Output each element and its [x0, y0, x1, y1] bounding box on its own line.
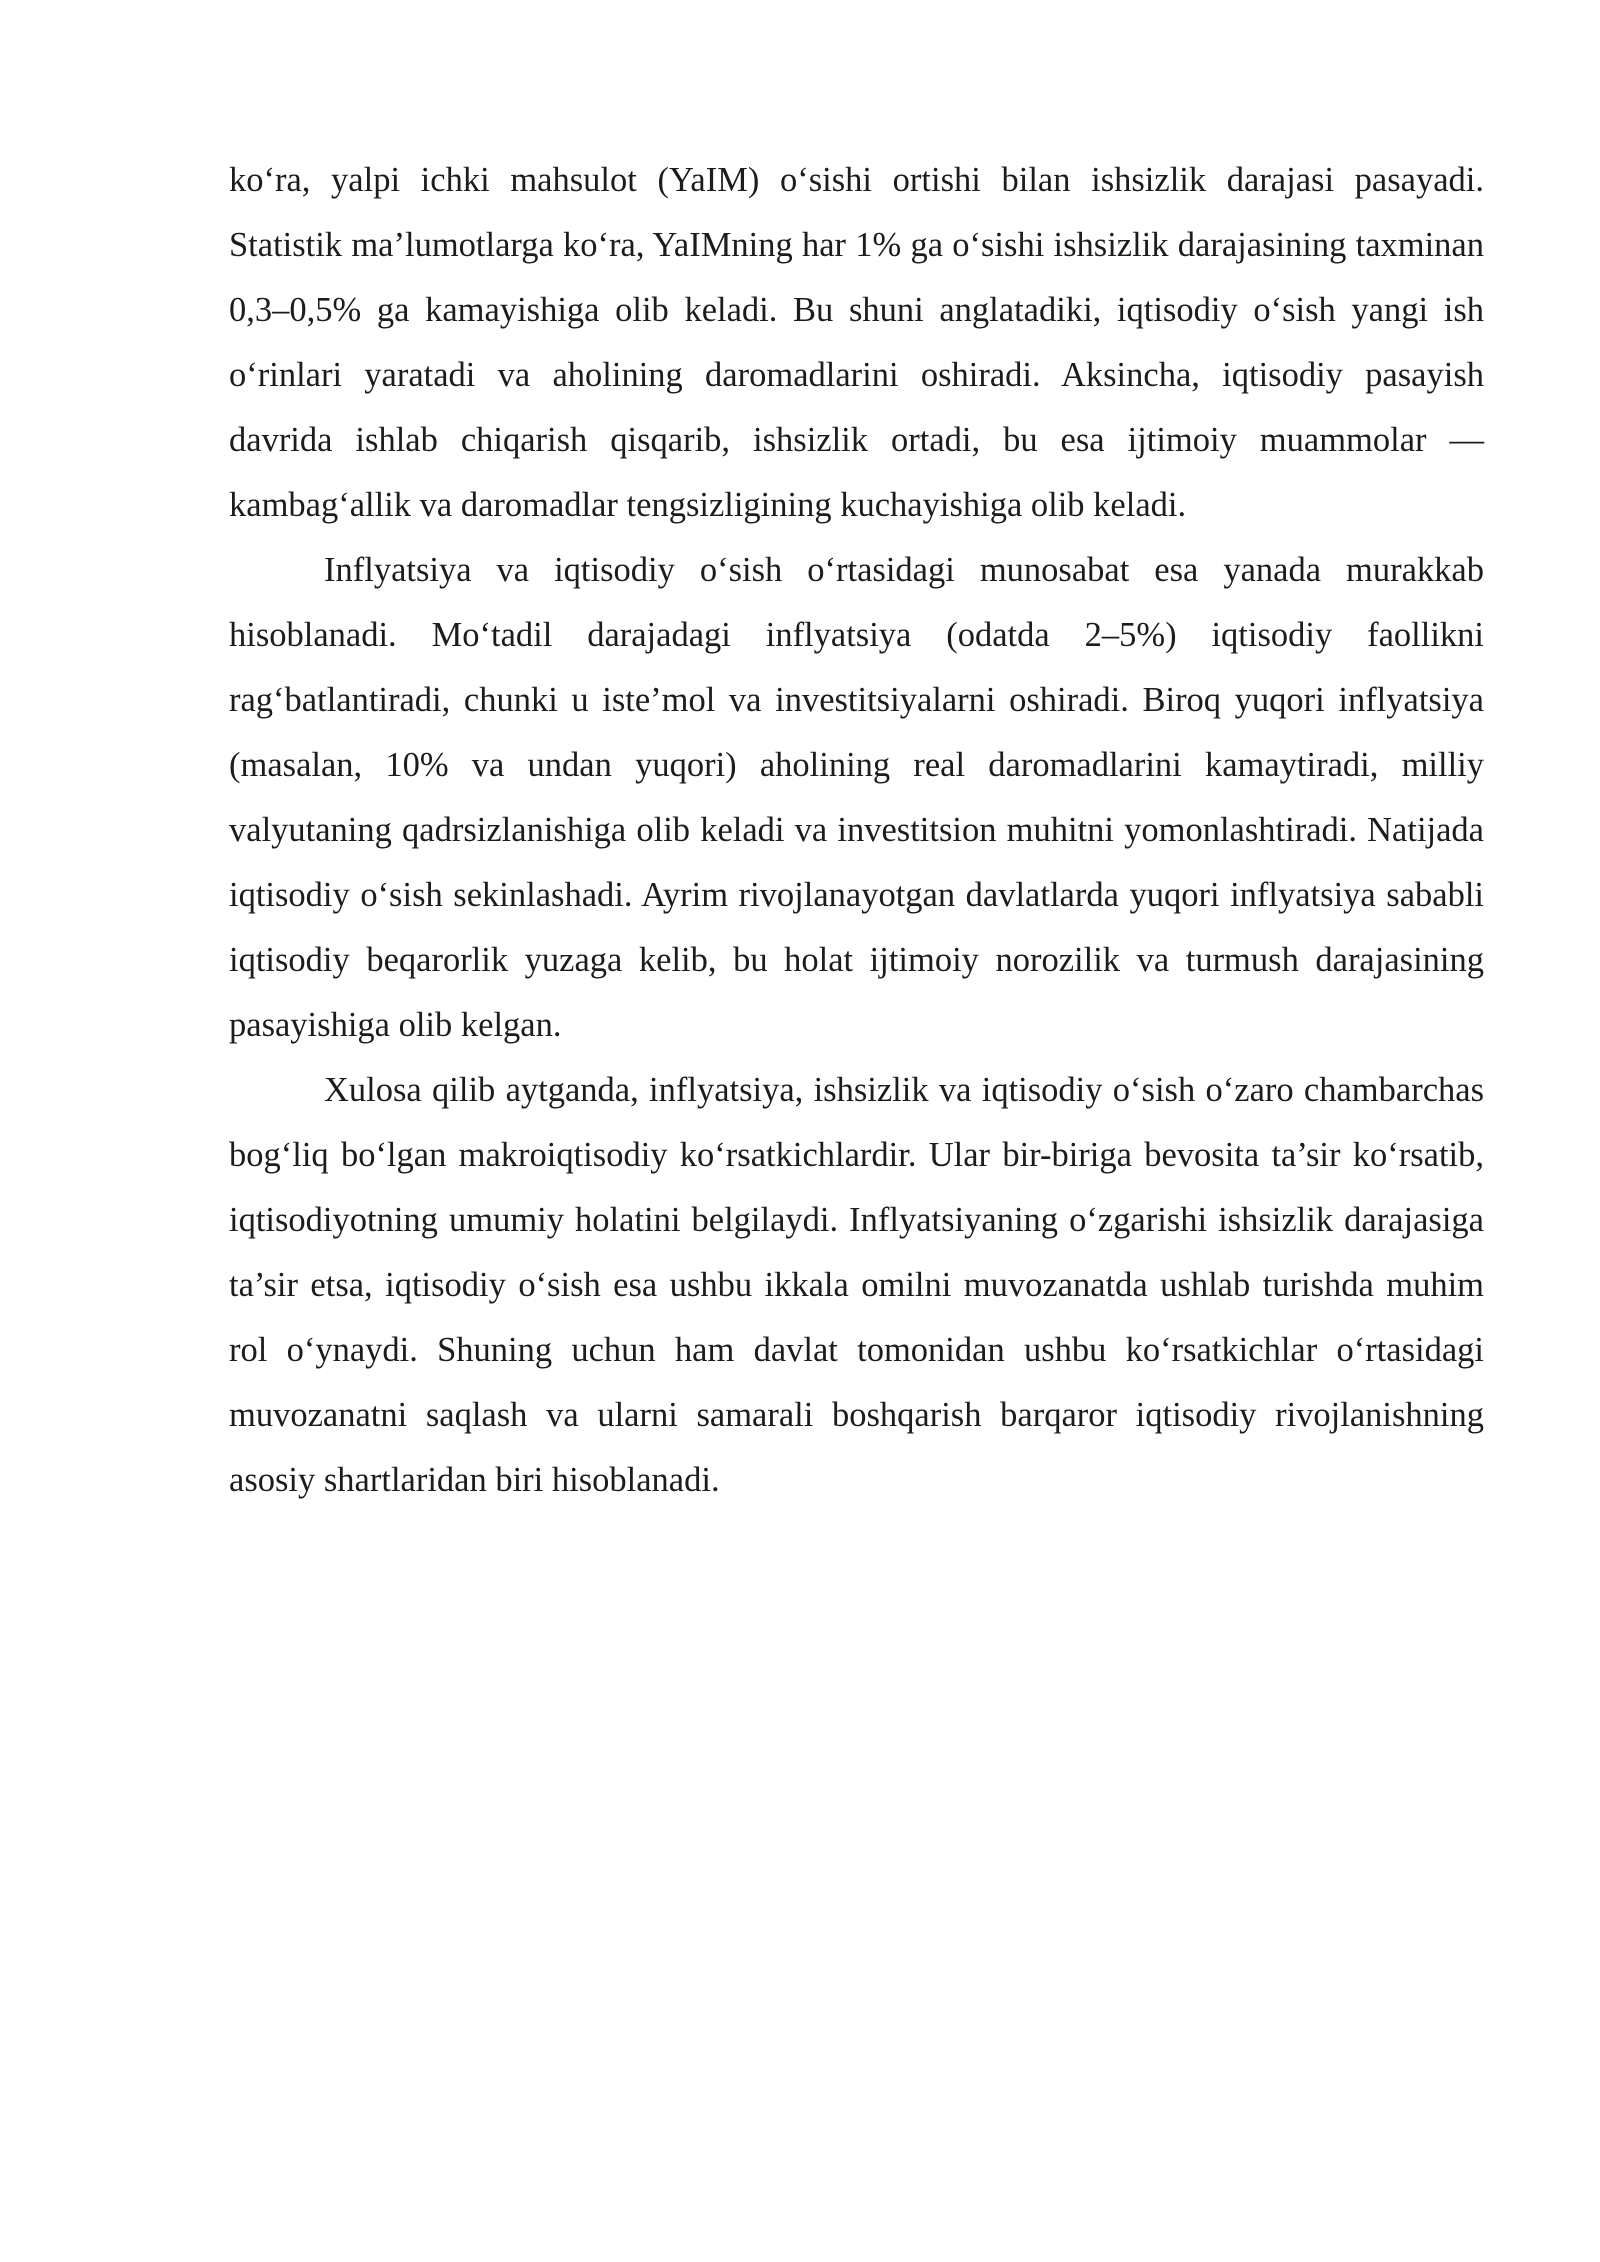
paragraph-conclusion: Xulosa qilib aytganda, inflyatsiya, ishsizlik va iqtisodiy o‘sish o‘zaro chambarchas bog‘liq bo‘lgan makroiqtisodiy ko‘rsatkichlardir. Ular bir-biriga bevosita ta’sir ko‘rsatib, iqtisodiyotning umumiy holatini belgilaydi. Inflyatsiyaning o‘zgarishi ishsizlik darajasiga ta’sir etsa, iqtisodiy o‘sish esa ushbu ikkala omilni muvozanatda ushlab turishda muhim rol o‘ynaydi. Shuning uchun ham davlat tomonidan ushbu ko‘rsatkichlar o‘rtasidagi muvozanatni saqlash va ularni samarali boshqarish barqaror iqtisodiy rivojlanishning asosiy shartlaridan biri hisoblanadi.: [229, 1071, 1484, 1499]
paragraph-inflation-growth: Inflyatsiya va iqtisodiy o‘sish o‘rtasidagi munosabat esa yanada murakkab hisoblanadi. Mo‘tadil darajadagi inflyatsiya (odatda 2–5%) iqtisodiy faollikni rag‘batlantiradi, chunki u iste’mol va investitsiyalarni oshiradi. Biroq yuqori inflyatsiya (masalan, 10% va undan yuqori) aholining real daromadlarini kamaytiradi, milliy valyutaning qadrsizlanishiga olib keladi va investitsion muhitni yomonlashtiradi. Natijada iqtisodiy o‘sish sekinlashadi. Ayrim rivojlanayotgan davlatlarda yuqori inflyatsiya sababli iqtisodiy beqarorlik yuzaga kelib, bu holat ijtimoiy norozilik va turmush darajasining pasayishiga olib kelgan.: [229, 551, 1484, 1044]
document-body: [229, 148, 1484, 1513]
paragraph-continued: ko‘ra, yalpi ichki mahsulot (YaIM) o‘sishi ortishi bilan ishsizlik darajasi pasayadi. Statistik ma’lumotlarga ko‘ra, YaIMning har 1% ga o‘sishi ishsizlik darajasining taxminan 0,3–0,5% ga kamayishiga olib keladi. Bu shuni anglatadiki, iqtisodiy o‘sish yangi ish o‘rinlari yaratadi va aholining daromadlarini oshiradi. Aksincha, iqtisodiy pasayish davrida ishlab chiqarish qisqarib, ishsizlik ortadi, bu esa ijtimoiy muammolar — kambag‘allik va daromadlar tengsizligining kuchayishiga olib keladi.: [229, 161, 1484, 524]
